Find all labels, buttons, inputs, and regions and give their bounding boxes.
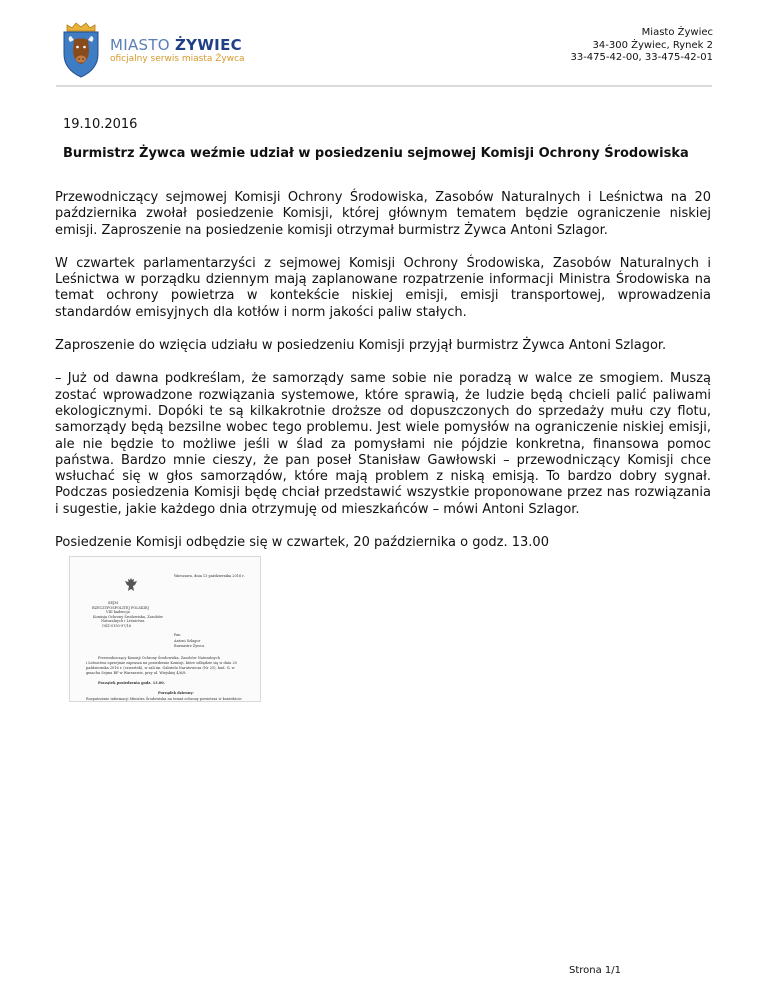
eagle-emblem-icon — [124, 577, 138, 593]
contact-address — [570, 27, 713, 65]
letter-sender-line: RZECZYPOSPOLITEJ POLSKIEJ — [92, 605, 149, 610]
letter-sender-line: Komisja Ochrony Środowiska, Zasobów — [93, 614, 163, 619]
page-header — [0, 0, 768, 88]
letter-agenda-line: Rozpatrzenie informacji Ministra Środowiska na temat ochrony powietrza w kontekście — [86, 697, 242, 701]
brand-name-part2: ŻYWIEC — [175, 36, 242, 54]
letter-body-line: października 2016 r. (czwartek), w sali im. Gabriela Narutowicza (Nr 25), bud. G, w — [86, 666, 235, 670]
article-date: 19.10.2016 — [63, 117, 138, 132]
invitation-letter-scan[interactable] — [69, 556, 261, 702]
article-paragraph: Zaproszenie do wzięcia udziału w posiedzeniu Komisji przyjął burmistrz Żywca Antoni Szlagor. — [55, 338, 667, 354]
letter-body-line: gmachu Sejmu RP w Warszawie, przy ul. Wiejskiej 4/6/8. — [86, 671, 187, 675]
letter-recipient-line: Antoni Szlagor — [174, 639, 201, 643]
city-crest-icon — [58, 22, 104, 78]
article-paragraph: W czwartek parlamentarzyści z sejmowej Komisji Ochrony Środowiska, Zasobów Naturalnych i Leśnictwa w porządku dziennym mają zaplanowane rozpatrzenie informacji Ministra Środowiska na temat ochrony powietrza w kontekście niskiej emisji, emisji transportowej, wprowadzenia standardów emisyjnych dla kotłów i norm jakości paliw stałych. — [55, 255, 711, 320]
letter-sender-line: Naturalnych i Leśnictwa — [101, 619, 145, 623]
letter-sender-line: OŚZ-0150-97/16 — [102, 623, 132, 628]
letter-sender-line: SEJM — [108, 601, 118, 605]
article-paragraph: Przewodniczący sejmowej Komisji Ochrony Środowiska, Zasobów Naturalnych i Leśnictwa na 20 października zwołał posiedzenie Komisji, której głównym tematem będzie ograniczenie niskiej emisji. Zaproszenie na posiedzenie komisji otrzymał burmistrz Żywca Antoni Szlagor. — [55, 190, 711, 238]
letter-body-line: Przewodniczący Komisji Ochrony Środowiska, Zasobów Naturalnych — [98, 656, 220, 660]
article-body — [55, 190, 711, 568]
letter-body-line: i Leśnictwa uprzejmie zaprasza na posiedzenie Komisji, które odbędzie się w dniu 20 — [86, 661, 237, 665]
address-line: 33-475-42-00, 33-475-42-01 — [570, 52, 713, 63]
header-divider — [56, 85, 712, 87]
letter-sender-line: VIII kadencja — [106, 610, 130, 614]
letter-agenda-heading: Porządek dzienny: — [158, 691, 194, 695]
letter-date-line: Warszawa, dnia 13 października 2016 r. — [174, 574, 245, 578]
letter-recipient-line: Pan — [174, 633, 181, 637]
page-number: Strona 1/1 — [569, 965, 622, 976]
letter-start-time: Początek posiedzenia godz. 13.00. — [98, 681, 165, 685]
letter-recipient-line: Burmistrz Żywca — [174, 644, 205, 648]
address-line: Miasto Żywiec — [641, 27, 713, 38]
article-title: Burmistrz Żywca weźmie udział w posiedzeniu sejmowej Komisji Ochrony Środowiska — [63, 146, 689, 161]
site-logo[interactable] — [58, 22, 258, 82]
brand-name-part1: MIASTO — [110, 36, 175, 54]
brand-name — [110, 35, 242, 54]
article-paragraph: – Już od dawna podkreślam, że samorządy same sobie nie poradzą w walce ze smogiem. Muszą zostać wprowadzone rozwiązania systemowe, które sprawią, że ludzie będą chcieli palić paliwami ekologicznymi. Dopóki te są kilkakrotnie droższe od dopuszczonych do sprzedaży mułu czy flotu, samorządy będą bezsilne wobec tego problemu. Jest wiele pomysłów na ograniczenie niskiej emisji, ale nie będzie to możliwe jeśli w ślad za pomysłami nie pójdzie konkretna, finansowa pomoc państwa. Bardzo mnie cieszy, że pan poseł Stanisław Gawłowski – przewodniczący Komisji chce wsłuchać się w głos samorządów, które mają problem z niską emisją. To bardzo dobry sygnał. Podczas posiedzenia Komisji będę chciał przedstawić wszystkie proponowane przez nas rozwiązania i sugestie, jakie każdego dnia otrzymuję od mieszkańców – mówi Antoni Szlagor. — [55, 371, 711, 517]
brand-subtitle: oficjalny serwis miasta Żywca — [110, 54, 245, 64]
address-line: 34-300 Żywiec, Rynek 2 — [592, 39, 713, 51]
article-paragraph: Posiedzenie Komisji odbędzie się w czwartek, 20 października o godz. 13.00 — [55, 535, 549, 551]
